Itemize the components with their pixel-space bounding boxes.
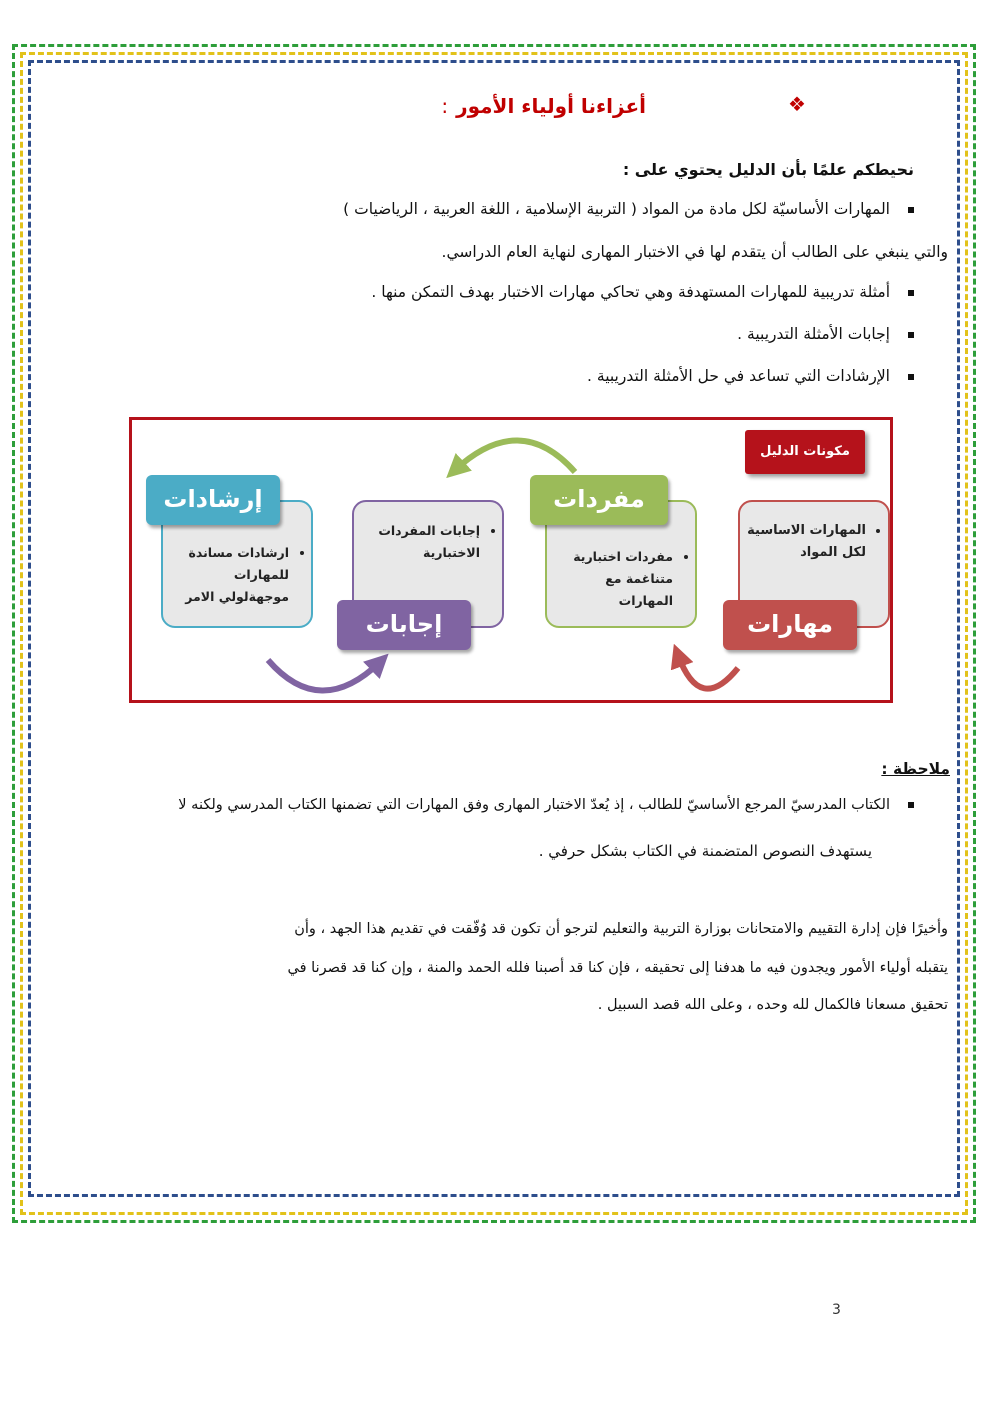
diagram-tag: مكونات الدليل xyxy=(745,430,865,474)
card-answers-text: • إجابات المفردات الاختبارية xyxy=(360,520,480,564)
card-items-header: مفردات xyxy=(530,475,668,525)
square-bullet-icon xyxy=(908,802,914,808)
note-bullet xyxy=(34,797,914,813)
closing-line-2: يتقبله أولياء الأمور ويجدون فيه ما هدفنا إلى تحقيقه ، فإن كنا قد أصبنا فلله الحمد والمنة ، وإن كنا قد قصرنا في xyxy=(287,960,948,976)
page-number: 3 xyxy=(832,1302,841,1318)
card-items-text: • مفردات اختبارية متناغمة مع المهارات xyxy=(553,546,673,612)
arrow-red xyxy=(678,655,738,689)
closing-line-3: تحقيق مسعانا فالكمال لله وحده ، وعلى الله قصد السبيل . xyxy=(597,997,948,1013)
card-skills-text: • المهارات الاساسية لكل المواد xyxy=(746,520,866,564)
note-title: ملاحظة : xyxy=(881,760,950,778)
card-guidance-text: • ارشادات مساندة للمهارات موجهةلولي الامر xyxy=(169,542,289,608)
bullet-text: المهارات الأساسيّة لكل مادة من المواد ( التربية الإسلامية ، اللغة العربية ، الرياضيات ) xyxy=(343,200,890,218)
closing-line-1: وأخيرًا فإن إدارة التقييم والامتحانات بوزارة التربية والتعليم لترجو أن تكون قد وُفّقت في تقديم هذا الجهد ، وأن xyxy=(294,921,948,937)
bullet-text: إجابات الأمثلة التدريبية . xyxy=(737,325,890,343)
note-line-1: الكتاب المدرسيّ المرجع الأساسيّ للطالب ، إذ يُعدّ الاختبار المهارى وفق المهارات التي تضمنها الكتاب المدرسي ولكنه لا xyxy=(178,797,890,813)
bullet-text: أمثلة تدريبية للمهارات المستهدفة وهي تحاكي مهارات الاختبار بهدف التمكن منها . xyxy=(371,283,890,301)
bullet-text: الإرشادات التي تساعد في حل الأمثلة التدريبية . xyxy=(587,367,890,385)
card-skills-header: مهارات xyxy=(723,600,857,650)
card-answers-header: إجابات xyxy=(337,600,471,650)
arrow-purple xyxy=(268,660,380,691)
title-colon: : xyxy=(441,94,449,118)
intro-line: نحيطكم علمًا بأن الدليل يحتوي على : xyxy=(622,160,914,179)
arrow-green xyxy=(455,440,575,472)
card-guidance-header: إرشادات xyxy=(146,475,280,525)
diamond-bullet-icon: ❖ xyxy=(788,92,806,116)
note-line-2: يستهدف النصوص المتضمنة في الكتاب بشكل حرفي . xyxy=(538,842,872,860)
title-text: أعزاءنا أولياء الأمور xyxy=(456,94,646,118)
plain-sentence: والتي ينبغي على الطالب أن يتقدم لها في الاختبار المهارى لنهاية العام الدراسي. xyxy=(441,243,948,261)
